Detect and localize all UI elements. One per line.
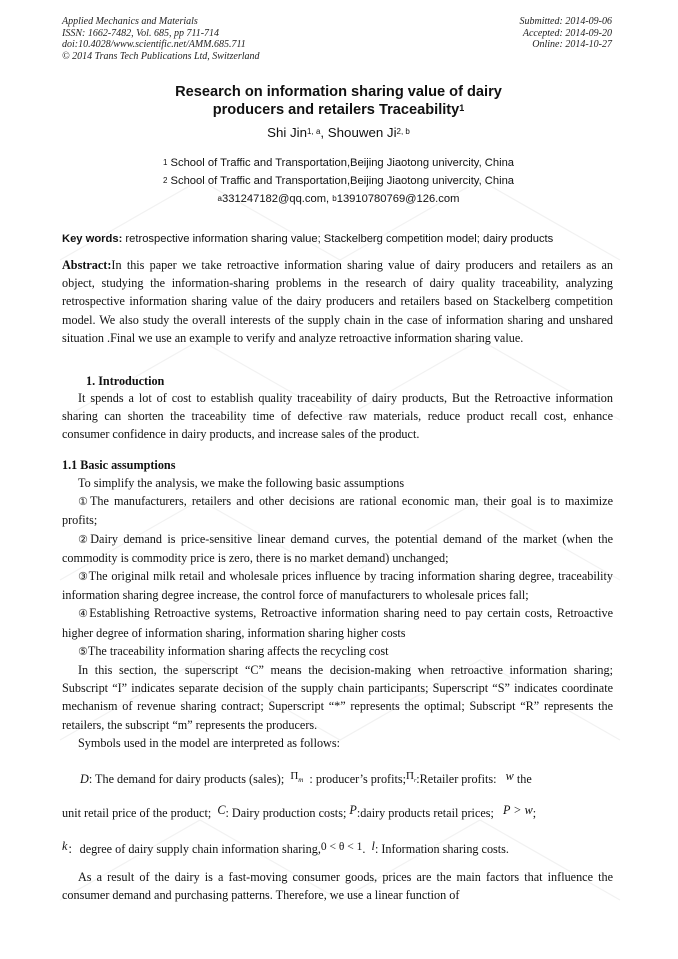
author-list [62,125,615,141]
title-line-1: Research on information sharing value of dairy [175,84,502,100]
title-footnote-mark: 1 [459,102,465,113]
journal-name: Applied Mechanics and Materials [62,16,198,27]
paper-title [62,84,615,119]
symbol-theta-range: 0 < θ < 1 [320,841,363,853]
keywords [62,232,615,246]
assumption-1-num: ① [78,495,90,509]
symbol-pi-m-char: Π [290,770,299,782]
symbol-l: l [371,839,375,853]
assumption-4-num: ④ [78,607,90,621]
accepted-date: Accepted: 2014-09-20 [522,27,612,39]
assumption-3-num: ③ [78,570,89,584]
abstract-paragraph [62,256,613,347]
affiliation-2-text: School of Traffic and Transportation,Beijing Jiaotong univercity, China [170,175,515,187]
assumption-2 [62,530,613,567]
assumptions-intro: To simplify the analysis, we make the following basic assumptions [78,476,405,490]
symbol-pi-m-sub: m [298,776,304,785]
assumption-5-text: The traceability information sharing affects the recycling cost [87,643,389,658]
assumption-3-text: The original milk retail and wholesale prices influence by tracing information sharing degree, traceability information sharing degree increase, the control force of manufacturers to wholesale prices fall; [62,569,613,603]
assumption-2-text: Dairy demand is price-sensitive linear demand curves, the potential demand of the market (when the commodity is commodity price is zero, there is no market demand) unchanged; [62,531,613,565]
symbol-k: k [62,839,68,853]
symbols-intro: Symbols used in the model are interpreted as follows: [78,735,340,750]
symbols-line-3 [62,841,622,858]
assumption-1 [62,492,613,529]
abstract-label: Abstract: [62,258,112,272]
assumption-2-num: ② [78,532,91,546]
symbol-pi-r [406,770,417,785]
doi-line: doi:10.4028/www.scientific.net/AMM.685.711 [62,39,246,51]
title-line-2-text: producers and retailers Traceability [212,101,460,118]
symbol-P: P [349,803,357,817]
section-1-1-heading: 1.1 Basic assumptions [62,458,176,472]
author-2: Shouwen Ji [327,125,397,140]
symbol-w-desc: the [516,772,532,786]
author-2-sup: 2, b [396,127,410,136]
assumption-1-text: The manufacturers, retailers and other decisions are rational economic man, their goal is to maximize profits; [62,494,613,528]
symbol-k-desc: ：degree of dairy supply chain information sharing, [67,842,321,856]
symbols-line-2 [62,805,622,821]
notation-paragraph: In this section, the superscript “C” means the decision-making when retroactive information sharing; Subscript “I” indicates separate decision of the supply chain participants; Superscript “S” indicates coordinate mechanism of revenue sharing contract; Superscript “*” represents the optimal; Subscript “R” represents the retailers, the subscript “m” represents the producers. [62,663,613,732]
affiliation-1 [62,157,615,170]
affiliation-1-sup: 1 [162,158,168,167]
section-1-paragraph: It spends a lot of cost to establish quality traceability of dairy products, But the Retroactive information sharing can shorten the traceability time of defective raw materials, reduce product recall cost, enhance consumer confidence in dairy products, and increase sales of the product. [62,391,613,442]
symbols-line-1 [80,771,640,793]
affiliation-2-sup: 2 [162,176,168,185]
symbol-pi-r-sub: r [413,778,417,785]
closing-paragraph: As a result of the dairy is a fast-moving consumer goods, prices are the main factors that influence the consumer demand and purchasing patterns. Therefore, we use a linear function of [62,870,613,903]
keywords-label: Key words: [62,233,123,245]
symbol-C: C [217,803,226,817]
assumption-4 [62,604,613,641]
section-1-heading: 1. Introduction [86,374,165,388]
journal-header [62,16,260,62]
submitted-date: Submitted: 2014-09-06 [519,16,612,27]
symbol-pi-m [290,770,304,785]
symbol-C-desc: : Dairy production costs; [225,806,347,820]
issn-line: ISSN: 1662-7482, Vol. 685, pp 711-714 [62,27,220,39]
assumption-5 [62,642,613,661]
copyright-line: © 2014 Trans Tech Publications Ltd, Switzerland [62,50,260,62]
symbol-pi-m-desc: : producer’s profits; [309,772,406,786]
symbol-P-gt-w: P > w [503,803,533,817]
email-a-sup: a [217,194,222,203]
dates-header [520,16,613,51]
closing-paragraph-container [62,868,613,904]
assumption-3 [62,567,613,604]
symbol-pi-r-desc: :Retailer profits: [416,772,497,786]
abstract [62,256,613,347]
assumption-4-text: Establishing Retroactive systems, Retroactive information sharing need to pay certain costs, Retroactive higher degree of information sharing, information sharing higher costs [62,606,613,640]
affiliation-1-text: School of Traffic and Transportation,Beijing Jiaotong univercity, China [170,157,515,169]
symbol-theta-desc: . [362,842,366,856]
symbol-P-gt-w-desc: ; [532,806,537,820]
author-1-sup: 1, a [307,127,321,136]
symbols-line-2-start: unit retail price of the product; [62,806,212,820]
keywords-text: retrospective information sharing value; Stackelberg competition model; dairy products [125,233,554,245]
abstract-text: In this paper we take retroactive information sharing value of dairy producers and retailers as an object, studying the information-sharing problems in the research of dairy quality traceability, analyzing retrospective information sharing value of the dairy producers and retailers based on Stackelberg competition model. We also study the overall interests of the supply chain in the case of information sharing and unshared situation .Final we use an example to verify and analyze retroactive information sharing value. [62,258,613,345]
email-line [62,193,615,206]
symbol-D: D [80,772,89,786]
author-1: Shi Jin [267,125,308,140]
assumption-5-num: ⑤ [78,644,88,658]
section-1-1-body [62,474,613,752]
section-1-body [62,389,613,444]
symbol-l-desc: : Information sharing costs. [374,842,509,856]
affiliation-2 [62,175,615,188]
author-separator: , [320,125,328,140]
email-a: 331247182@qq.com, [222,193,330,205]
symbol-w: w [505,769,514,783]
symbol-D-desc: : The demand for dairy products (sales); [88,772,285,786]
email-b: 13910780769@126.com [336,193,460,205]
title-line-2 [62,102,615,120]
symbol-pi-r-char: Π [406,770,414,782]
symbol-P-desc: :dairy products retail prices; [356,806,494,820]
email-b-sup: b [332,194,337,203]
online-date: Online: 2014-10-27 [532,39,612,51]
